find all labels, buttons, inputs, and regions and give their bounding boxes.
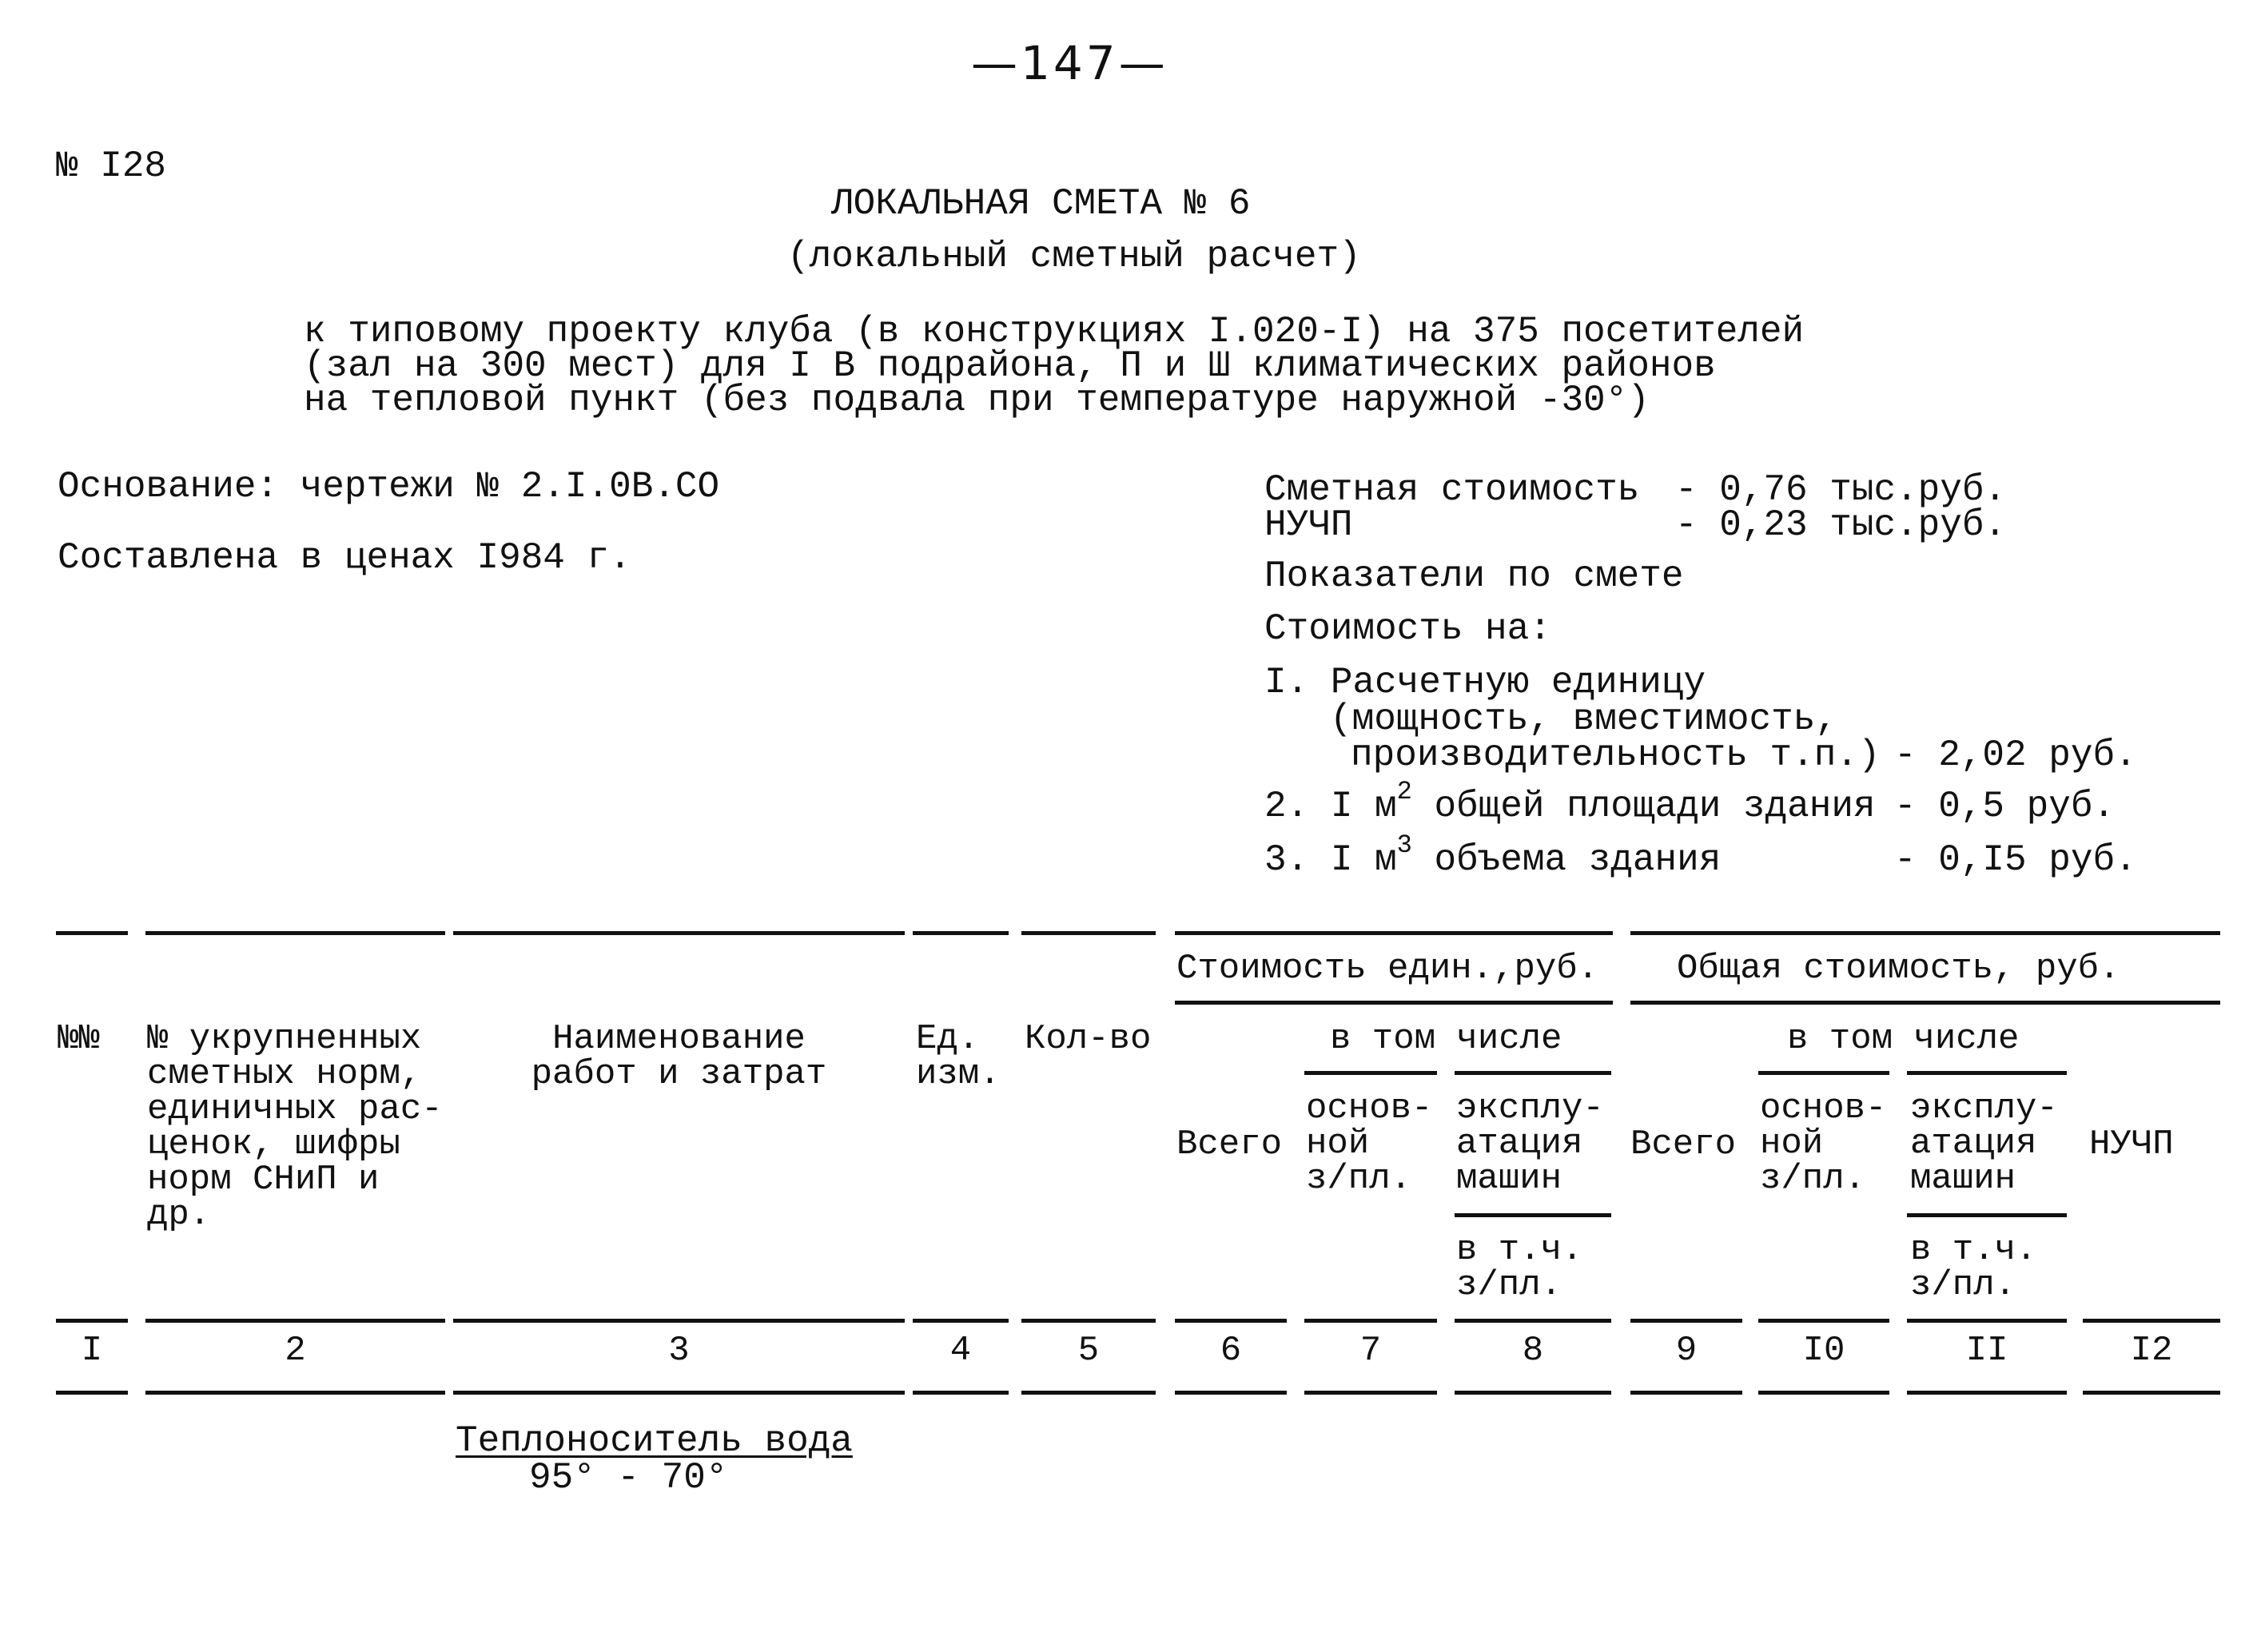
- basis-drawings: Основание: чертежи № 2.I.0B.CO: [58, 466, 720, 508]
- group-rule: [1630, 1001, 2220, 1005]
- numbering-bottom-rule: [913, 1391, 1009, 1395]
- col-number: I2: [2130, 1331, 2173, 1371]
- numbering-top-rule: [1304, 1319, 1437, 1323]
- in-that-number-unit: в том числе: [1330, 1019, 1562, 1059]
- col-header-total-machines: эксплу- атация машин: [1910, 1089, 2058, 1199]
- subgroup-rule: [1758, 1071, 1889, 1075]
- indicators-title: Показатели по смете: [1264, 555, 1684, 597]
- col-header-unit-total: Всего: [1176, 1125, 1283, 1164]
- document-number: № I28: [56, 145, 167, 187]
- numbering-top-rule: [1758, 1319, 1889, 1323]
- col-number: 5: [1077, 1331, 1100, 1371]
- indicator-3: 3. I $м^3$ объема здания: [1264, 830, 1722, 881]
- col-header-work-name: Наименование работ и затрат: [531, 1019, 827, 1094]
- section-title: Теплоноситель вода: [456, 1420, 853, 1462]
- numbering-bottom-rule: [56, 1391, 128, 1395]
- numbering-top-rule: [56, 1319, 128, 1323]
- numbering-top-rule: [1175, 1319, 1287, 1323]
- col-header-norm-codes: № укрупненных сметных норм, единичных рас- ценок, шифры норм СНиП и др.: [147, 1019, 443, 1235]
- numbering-bottom-rule: [1304, 1391, 1437, 1395]
- estimate-subtitle: (локальный сметный расчет): [787, 236, 1361, 277]
- indicator-2-value: - 0,5 руб.: [1894, 786, 2116, 827]
- numbering-bottom-rule: [1175, 1391, 1287, 1395]
- table-top-rule: [453, 931, 905, 935]
- numbering-top-rule: [1455, 1319, 1611, 1323]
- numbering-bottom-rule: [1907, 1391, 2067, 1395]
- numbering-top-rule: [913, 1319, 1009, 1323]
- col-number: 2: [285, 1331, 306, 1371]
- indicator-2-superscript: 2: [1396, 776, 1412, 806]
- table-top-rule: [913, 931, 1009, 935]
- section-subtitle: 95° - 70°: [529, 1457, 728, 1499]
- numbering-bottom-rule: [1021, 1391, 1156, 1395]
- numbering-top-rule: [145, 1319, 445, 1323]
- col-header-quantity: Кол-во: [1025, 1019, 1152, 1059]
- group-header-total-cost: Общая стоимость, руб.: [1677, 949, 2120, 989]
- col-header-unit-wages: основ- ной з/пл.: [1306, 1089, 1433, 1199]
- description-line-3: на тепловой пункт (без подвала при температуре наружной -30°): [304, 380, 1650, 421]
- nuchp-label: НУЧП: [1264, 504, 1353, 546]
- numbering-top-rule: [2083, 1319, 2220, 1323]
- col-header-total: Всего: [1630, 1125, 1737, 1164]
- estimate-title: ЛОКАЛЬНАЯ СМЕТА № 6: [831, 183, 1251, 225]
- subgroup-rule: [1304, 1071, 1437, 1075]
- col-header-unit: Ед. изм.: [916, 1019, 1001, 1094]
- numbering-top-rule: [453, 1319, 905, 1323]
- numbering-bottom-rule: [2083, 1391, 2220, 1395]
- numbering-top-rule: [1907, 1319, 2067, 1323]
- numbering-bottom-rule: [453, 1391, 905, 1395]
- col-number: II: [1965, 1331, 2008, 1371]
- indicator-2: 2. I $м^2$ общей площади здания: [1264, 776, 1876, 827]
- numbering-top-rule: [1630, 1319, 1742, 1323]
- col-header-total-wages: основ- ной з/пл.: [1760, 1089, 1887, 1199]
- machines-subrule: [1907, 1213, 2067, 1217]
- col-header-unit-machines: эксплу- атация машин: [1456, 1089, 1604, 1199]
- table-top-rule: [145, 931, 445, 935]
- cost-label: Сметная стоимость: [1264, 469, 1640, 511]
- col-number: 4: [949, 1331, 972, 1371]
- col-number: 7: [1359, 1331, 1382, 1371]
- description-line-2: (зал на 300 мест) для I В подрайона, П и Ш климатических районов: [304, 345, 1716, 387]
- subgroup-rule: [1907, 1071, 2067, 1075]
- table-top-rule: [1175, 931, 1613, 935]
- description-line-1: к типовому проекту клуба (в конструкциях I.020-I) на 375 посетителей: [304, 311, 1805, 352]
- table-top-rule: [56, 931, 128, 935]
- col-number: 6: [1220, 1331, 1242, 1371]
- col-number: 3: [668, 1331, 690, 1371]
- numbering-bottom-rule: [1758, 1391, 1889, 1395]
- numbering-bottom-rule: [145, 1391, 445, 1395]
- prices-year: Составлена в ценах I984 г.: [58, 537, 631, 579]
- indicator-1-line-1: I. Расчетную единицу: [1264, 662, 1706, 703]
- table-top-rule: [1021, 931, 1156, 935]
- table-top-rule: [1630, 931, 2220, 935]
- group-header-unit-cost: Стоимость един.,руб.: [1176, 949, 1599, 989]
- numbering-top-rule: [1021, 1319, 1156, 1323]
- nuchp-value: - 0,23 тыс.руб.: [1675, 504, 2007, 546]
- col-header-unit-machines-wages: в т.ч. з/пл.: [1456, 1230, 1583, 1305]
- group-rule: [1175, 1001, 1613, 1005]
- cost-value: - 0,76 тыс.руб.: [1675, 469, 2007, 511]
- machines-subrule: [1455, 1213, 1611, 1217]
- cost-per-label: Стоимость на:: [1264, 608, 1551, 650]
- col-header-nuchp: НУЧП: [2089, 1125, 2174, 1164]
- col-header-number: №№: [58, 1019, 100, 1059]
- indicator-1-line-3: производительность т.п.): [1351, 734, 1881, 776]
- col-header-total-machines-wages: в т.ч. з/пл.: [1910, 1230, 2037, 1305]
- indicator-3-value: - 0,I5 руб.: [1894, 839, 2137, 881]
- indicator-1-value: - 2,02 руб.: [1894, 734, 2137, 776]
- indicator-3-superscript: 3: [1396, 830, 1412, 860]
- page-number: —147—: [971, 36, 1168, 90]
- col-number: 9: [1675, 1331, 1698, 1371]
- col-number: I: [81, 1331, 103, 1371]
- numbering-bottom-rule: [1630, 1391, 1742, 1395]
- col-number: 8: [1522, 1331, 1544, 1371]
- in-that-number-total: в том числе: [1787, 1019, 2020, 1059]
- indicator-1-line-2: (мощность, вместимость,: [1330, 699, 1837, 740]
- col-number: I0: [1802, 1331, 1845, 1371]
- numbering-bottom-rule: [1455, 1391, 1611, 1395]
- subgroup-rule: [1455, 1071, 1611, 1075]
